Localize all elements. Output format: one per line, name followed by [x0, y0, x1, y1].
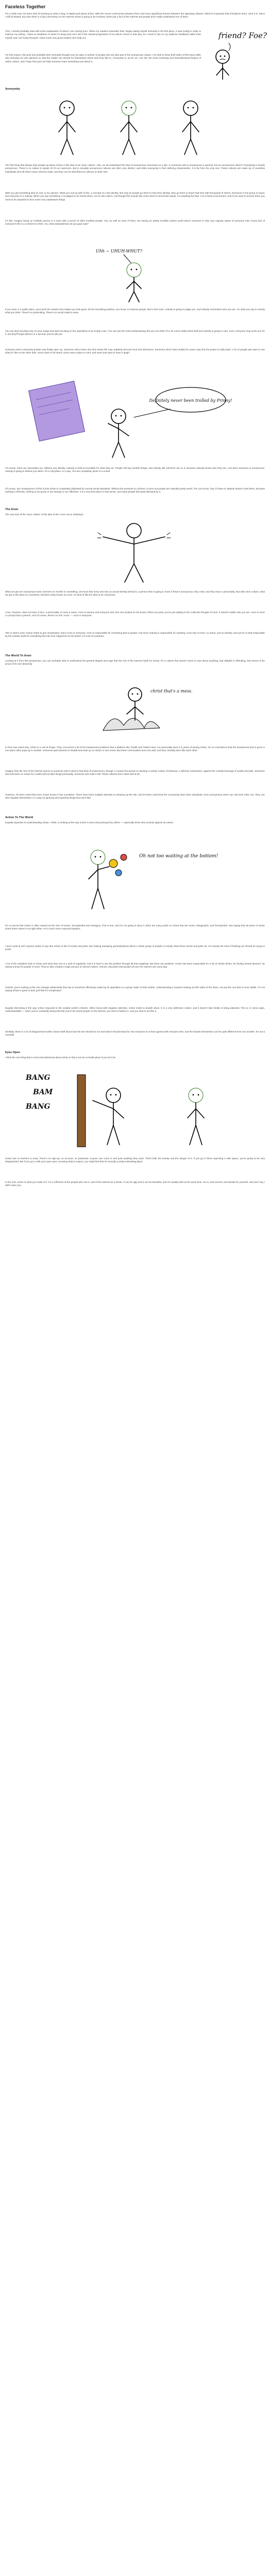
mess-illustration	[88, 679, 191, 741]
paragraph-9: Someone who's extremely private may finally open up. Someone who's been shy their whole life may suddenly become loud and obnoxious. Someone who's been bullied for years may find the power to bully back. A lot of people just want to see what it's like on the other side. Some want to be heard, some want a place to vent, and some just want to have a laugh.	[5, 348, 265, 354]
paragraph-5: With you get something kind of cool, in my opinion. What you end up with is this, a concept of a lost identity. Not only do people go there to lose their identity, they go there to share that loss with thousands of others. Everyone in the group is equal, and everyone is a nobody. When you say something, it is judged on its merits alone, not on who said it. And though this sounds like some kind of communist utopia, it is anything but that. It is a harsh environment, and if you want to survive there you need to be prepared to face some very unpleasant things.	[5, 192, 265, 201]
paragraph-1: For a while now I've been kind of meaning to write a long, in-depth post about 4chan. With the recent controversy between them and some significant tension between the opposing cultures I think it's important that it finally be done. Here it is. Since I will be biased, any time there is a big controversy on the internet 4chan is going to be involved, that's just a fact of the internet and people don't really understand one of them.	[5, 12, 265, 19]
stick-figure-middle	[121, 101, 137, 155]
section-anonymity: Anonymity	[5, 88, 20, 91]
section-action: Action To The World	[5, 816, 33, 819]
paragraph-24: I don't mind at all if anyone wants to say that 4chan is full of racists and jerks. But making sweeping generalizations about a whole group of people is exactly what those racists and jerks do. It's exactly the kind of thinking we should be trying to avoid.	[5, 945, 265, 951]
paragraph-25: A lot of the outsiders look at 4chan and what they see is a wall of negativity. And it is hard to see the positive through all that negativity. But there are positives. 4chan has been responsible for a lot of charity drives, for finding animal abusers, for raising money for people in need. They've also created a huge amount of internet culture, memes, and jokes that people all over the internet use every day.	[5, 962, 265, 969]
paragraph-13: What we get are anonymous texts comment on Tumblr or something, we know that every text has an actual identity behind it, a person that is typing it. Even if they're anonymous, they exist, and they have a personality. But with anon culture, what we get is this idea of a nameless, faceless entity known as Anon. It's kind of like the idea of an 'everyman'.	[5, 590, 265, 597]
paragraph-15: This is where anon culture starts to get complicated. Since Anon is everyone, Anon is responsible for everything that is posted. And since nobody is responsible for anything, Anon has no face, no name, and no identity, and yet he is held responsible by the outside world for everything that has ever happened on the board. It's a bit of a paradox.	[5, 632, 265, 638]
waiting-illustration	[62, 837, 218, 919]
paragraph-32: In the end, 4chan is what you make of it. It's a reflection of the people who use it, and of the internet as a whole. It can be ugly and it can be beautiful, and it's usually both at the same time. Go in, look around, and decide for yourself. Just don't say I didn't warn you.	[5, 1181, 265, 1187]
prinny-caption: Definitely never been trolled by Prinny!	[149, 398, 232, 403]
paragraph-8: You can stop focusing only on your image and start focusing on the equivalent of an empty room. You can say the most embarrassing shit you can think of or do some really weird stuff and nobody is going to care. Sure, everyone may mock you for it, but they'll forget about it in a second, and so will you.	[5, 330, 265, 336]
confused-figure-illustration	[93, 242, 175, 304]
paragraph-19: Imagine how the rest of the internet seems to someone who's used to that kind of environment, though. It causes the person to develop a certain culture of behavior, a defense mechanism, against the constant barrage of insults and jabs. Someone who has been on 4chan for a while will not take things personally. Someone who hasn't will. These cultures don't clash well at all.	[5, 770, 265, 776]
paragraph-3: For this reason, this post has probably been seriously thought over by quite a number of people who are also part of the anonymous culture. I've tried to show both sides of this issue while also showing my own opinions so that the reader can decide for themselves which side they fall on. Anonymity is, as far as I can tell, the most confusing and misunderstood feature of online culture, and I hope this post can help someone learn something new about it.	[5, 54, 201, 63]
paragraph-2: First, I should probably start with some explanation of where I am coming from. When my readers remember that I began taking myself seriously in the first place, it was mostly in order to improve my writing. I have no feedback on what I'm doing and can't see if the natural progression of an article comes in that way. So I need to rely on my audience feedback rather than myself, and I am lucky because I have some very good readers who help out.	[5, 30, 201, 39]
section-world: The World To Anon	[5, 654, 31, 657]
bang-caption-1: BANG	[26, 1074, 50, 1082]
paragraph-27: Equally interesting is the way 4chan responds to the outside world's criticism. When faced with negative attention, 4chan tends to double down. It is a very defensive culture, and it doesn't take kindly to being attacked. This is, in some ways, understandable — when you're constantly being told that you're the worst people on the internet, you start to believe it, and you start to act like it.	[5, 1007, 265, 1013]
bam-caption: BAM	[33, 1088, 53, 1096]
article-title: Faceless Together	[5, 4, 46, 9]
prinny-illustration	[21, 375, 252, 463]
stick-figure-left	[59, 101, 75, 155]
paragraph-17: Looking at it from this perspective, you can probably start to understand the general disgust and rage that the rest of the internet holds for 4chan. It's a culture that doesn't seem to care about anything, that delights in offending, that seems to be proud of its own depravity.	[5, 659, 265, 666]
paragraph-10: Of course, there are downsides too. Without any identity, nobody is held accountable for what they do. People will say horrible things, and nobody will call them out on it, because nobody knows who they are. And since everyone is anonymous, nobody is going to defend you either. It's a cold place, in a way. You are completely alone in a crowd.	[5, 467, 265, 473]
paragraph-26: Overall, you're looking at the very strange relationship that has to somehow effectively exists by its opposition to a group made of both worlds. Understanding it requires looking at both sides of the issue, not just the one that is most visible. I'm not saying 4chan is good or bad, just that it's complicated.	[5, 986, 265, 992]
spread-arms-illustration	[88, 519, 180, 586]
crowd-illustration	[10, 93, 258, 160]
waiting-caption: Oh not too waiting at the bottom!	[139, 854, 218, 859]
section-eyes: Eyes Open	[5, 1051, 20, 1054]
friend-foe-caption: friend? Foe?	[218, 31, 267, 40]
section-anon: The Anon	[5, 508, 19, 511]
paragraph-23: It's no secret that 4chan is often viewed as the hive of racism, homophobia and misogyny. This is true, and I'm not going to deny it; there are many posts on 4chan that are racist, misogynistic, and homophobic. But saying that all users of 4chan share these views is not right either. It's a much more nuanced situation.	[5, 924, 265, 930]
paragraph-28: Similarly, there is a lot of disagreement within 4chan itself about how the site should be run and what it should stand for. Not everyone on 4chan agrees with everyone else, and the boards themselves can be quite different from one another. It's not a monolith.	[5, 1030, 265, 1037]
friend-foe-illustration	[204, 28, 266, 84]
paragraph-7: If you were in a public place, you'd pick the answer that makes you look good. It'd be something positive, you know, to impress people. But in this room, nobody is going to judge you, and nobody remembers who you are. So what you say is exactly what you think. There's no pretending. There's no social mask to wear.	[5, 308, 265, 314]
paragraph-20: However, it's been noted that even 4chan knows it has a problem. There have been multiple attempts at cleaning up the site, and it's been noted that the community does have standards. Even anonymous users can call each other out. They can also regulate themselves, in a way, by ignoring and reporting things they don't like.	[5, 793, 265, 800]
uh-huh-caption: Uhh ~ UHUH-WHUT?	[96, 249, 143, 253]
paragraph-22: Equally important to understanding 4chan, I think, is looking at the way 4chan is seen and portrayed by others — especially those who actively oppose its culture.	[5, 821, 174, 824]
paragraph-14: Anon, however, does not have a face, a personality, or even a name. Anon is anyone and everyone who has ever posted on the board. When you post, you're just adding to the collective thought of Anon. It doesn't matter who you are. Anon is more a concept than a person. And of course, there's no one 'Anon' — Anon is everyone.	[5, 611, 265, 617]
stick-figure-right	[182, 101, 199, 155]
paragraph-4: The first thing that always trips people up about 4chan is this idea of an 'anon culture'. Like, we all understand the idea of anonymous comments on a site, or someone who is anonymous in general, but an anonymous culture? Everybody is simply anonymous. There is no culture to speak of! It's an oxymoron. But in actuality anonymous cultures are often very distinct, and while anonymity is their defining characteristic, it is far from the only one. These cultures are made up of countless individuals who all share many common traits, and they can be described as cultures on their own.	[5, 164, 265, 173]
bang-illustration	[15, 1064, 252, 1152]
paragraph-6: It's like, imagine being an invisible person in a room with a bunch of other invisible people. You, as well as each of them, are seeing an utterly invisible wolves world where everyone is only very vaguely aware of everyone else. Every fact of everyone's life is a comment to them. So, what awkwardness do you guys wait?	[5, 219, 265, 226]
paragraph-31: 4chan has no barriers to entry. There's no sign-up, no account, no password. Anyone can come in and post anything they want. That's both the beauty and the danger of it. If you go in there expecting a safe space, you're going to be very disappointed. But if you go in with your eyes open, knowing what to expect, you might find that it's actually a pretty interesting place.	[5, 1157, 265, 1163]
paragraph-18: In their own weird way, 4chan is a unit of shape. They concurrent a lot of the harassment problems that a platform like Tumblr and Twitter have. I've personally seen it in years of joining 4chan; It's no coincidence that the harassment that is gone in one place often pops up in another. Someone gets banned on Reddit and ends up on 4chan or vice versa. But these communities don't mix well, and they certainly don't like each other.	[5, 746, 265, 752]
paragraph-12: The very lack of the 'anon culture' is this idea of the 'Anon' as an individual.	[5, 513, 84, 516]
bang-caption-2: BANG	[26, 1103, 50, 1111]
christ-caption: christ that's a mess.	[150, 689, 193, 693]
paragraph-30: I think the one thing that is most misunderstood about 4chan is that it can be a hostile place if you let it be.	[5, 1056, 116, 1059]
paragraph-11: Of course, the consequence of this is that 4chan is completely disjointed by normal social standards. Without the pressure to conform, it turns out people are naturally pretty weird. The 'you know, 'hey I'd have to' attitude doesn't exist there, because nothing is off limits, nothing is too gross or too strange or too offensive. It is a very free place in that sense, and many people feel quite liberated by it.	[5, 487, 265, 494]
